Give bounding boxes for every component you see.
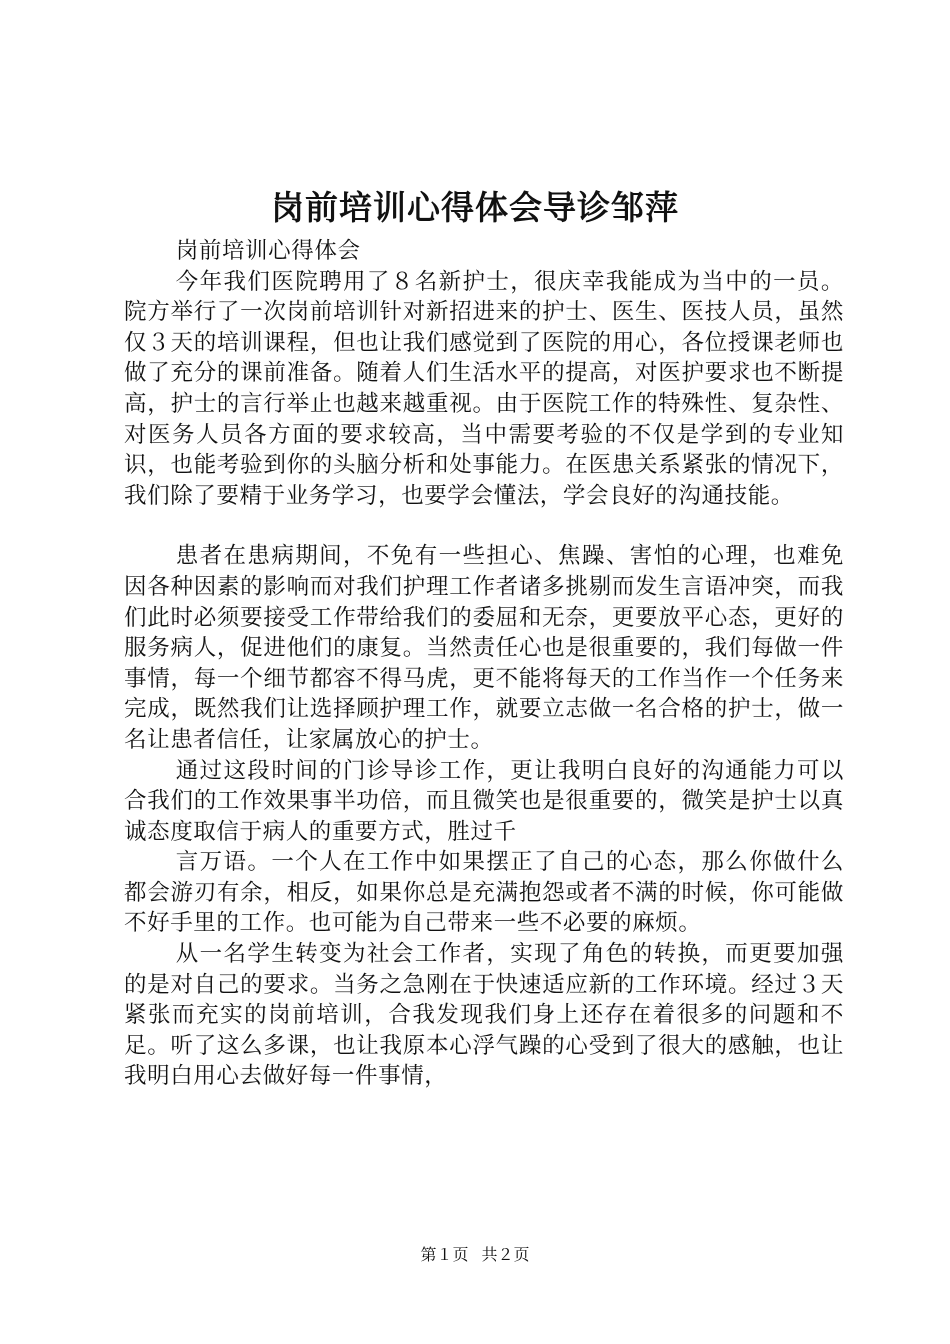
- body-paragraph: 今年我们医院聘用了８名新护士，很庆幸我能成为当中的一员。院方举行了一次岗前培训针对新招进来的护士、医生、医技人员，虽然仅３天的培训课程，但也让我们感觉到了医院的用心，各位授课老师也做了充分的课前准备。随着人们生活水平的提高，对医护要求也不断提高，护士的言行举止也越来越重视。由于医院工作的特殊性、复杂性、对医务人员各方面的要求较高，当中需要考验的不仅是学到的专业知识，也能考验到你的头脑分析和处事能力。在医患关系紧张的情况下，我们除了要精于业务学习，也要学会懂法，学会良好的沟通技能。: [124, 268, 844, 509]
- page-number: 第１页: [420, 1245, 469, 1264]
- document-body: [124, 236, 844, 1092]
- document-title: 岗前培训心得体会导诊邹萍: [271, 188, 679, 227]
- body-paragraph: 言万语。一个人在工作中如果摆正了自己的心态，那么你做什么都会游刃有余，相反，如果你总是充满抱怨或者不满的时候，你可能做不好手里的工作。也可能为自己带来一些不必要的麻烦。: [124, 849, 844, 937]
- body-paragraph: 患者在患病期间，不免有一些担心、焦躁、害怕的心理，也难免因各种因素的影响而对我们护理工作者诸多挑剔而发生言语冲突，而我们此时必须要接受工作带给我们的委屈和无奈，更要放平心态，更好的服务病人，促进他们的康复。当然责任心也是很重要的，我们每做一件事情，每一个细节都容不得马虎，更不能将每天的工作当作一个任务来完成，既然我们让选择顾护理工作，就要立志做一名合格的护士，做一名让患者信任，让家属放心的护士。: [124, 543, 844, 753]
- page-total: 共２页: [481, 1245, 530, 1264]
- body-paragraph: 从一名学生转变为社会工作者，实现了角色的转换，而更要加强的是对自己的要求。当务之急刚在于快速适应新的工作环境。经过３天紧张而充实的岗前培训，合我发现我们身上还存在着很多的问题和不足。听了这么多课，也让我原本心浮气躁的心受到了很大的感触，也让我明白用心去做好每一件事情，: [124, 941, 844, 1090]
- body-paragraph: 通过这段时间的门诊导诊工作，更让我明白良好的沟通能力可以合我们的工作效果事半功倍，而且微笑也是很重要的，微笑是护士以真诚态度取信于病人的重要方式，胜过千: [124, 757, 844, 845]
- subtitle-paragraph: 岗前培训心得体会: [175, 238, 361, 264]
- page-footer: [0, 1243, 950, 1267]
